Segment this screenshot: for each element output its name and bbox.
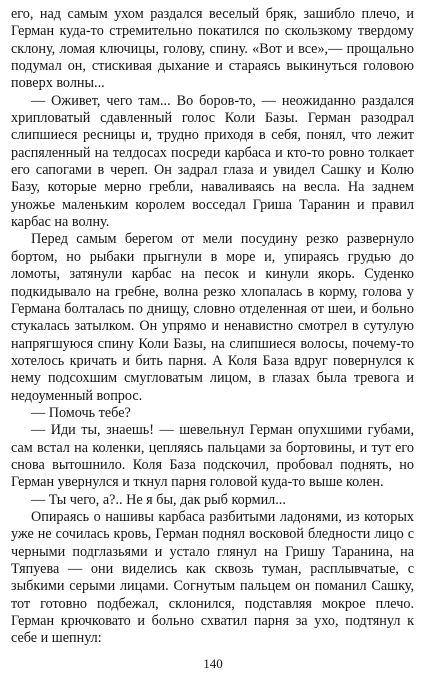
paragraph: его, над самым ухом раздался веселый бряк, зашибло плечо, и Герман куда-то стремительно покатился по скользкому твердому склону, ломая ключицы, голову, спину. «Вот и все»,— прощально подумал он, стискивая дыхание и стараясь выкинуться головою поверх волны... [11, 6, 414, 92]
dialogue-line: — Ты чего, а?.. Не я бы, дак рыб кормил... [31, 491, 286, 508]
page-number: 140 [203, 656, 223, 671]
paragraph: — Оживет, чего там... Во боров-то, — неожиданно раздался хрипловатый сдавленный голос Коли Базы. Герман разодрал слипшиеся ресницы и, трудно приходя в себя, понял, что лежит распяленный на телдосах посреди карбаса и кто-то ровно толкает его сапогами в череп. Он задрал глаза и увидел Сашку и Колю Базу, которые мерно гребли, наваливаясь на весла. На заднем уножье маленьким королем восседал Гриша Таранин и правил карбас на волну. [11, 92, 414, 231]
body-text [11, 6, 414, 648]
paragraph: Перед самым берегом от мели посудину резко развернуло бортом, но рыбаки прыгнули в море и, упираясь грудью до ломоты, затянули карбас на песок и кинули якорь. Суденко подкидывало на гребне, волна резко хлопалась в корму, голова у Германа болталась по днищу, словно отделенная от шеи, и больно стукалась затылком. Он упрямо и ненавистно смотрел в сутулую напрягшуюся спину Коли Базы, на слипшиеся волосы, почему-то хотелось кричать и бить парня. А Коля База вдруг повернулся к нему подсохшим смугловатым лицом, в глазах была тревога и недоуменный вопрос. [11, 231, 414, 404]
dialogue-line: — Помочь тебе? [31, 404, 131, 421]
paragraph: Опираясь о нашивы карбаса разбитыми ладонями, из которых уже не сочилась кровь, Герман поднял восковой бледности лицо с черными подглазьями и устало глянул на Гришу Таранина, на Тяпуева — они виделись как сквозь туман, расплывчатые, с зыбкими серыми лицами. Согнутым пальцем он поманил Сашку, тот готовно подбежал, склонился, подставляя мокрое плечо. Герман крючковато и больно схватил парня за ухо, подтянул к себе и шепнул: [11, 508, 414, 647]
paragraph: — Иди ты, знаешь! — шевельнул Герман опухшими губами, сам встал на коленки, цепляясь пальцами за бортовины, и тут его снова вытошнило. Коля База подскочил, пробовал поднять, но Герман увернулся и ткнул парня головой куда-то выше колен. [11, 422, 414, 491]
